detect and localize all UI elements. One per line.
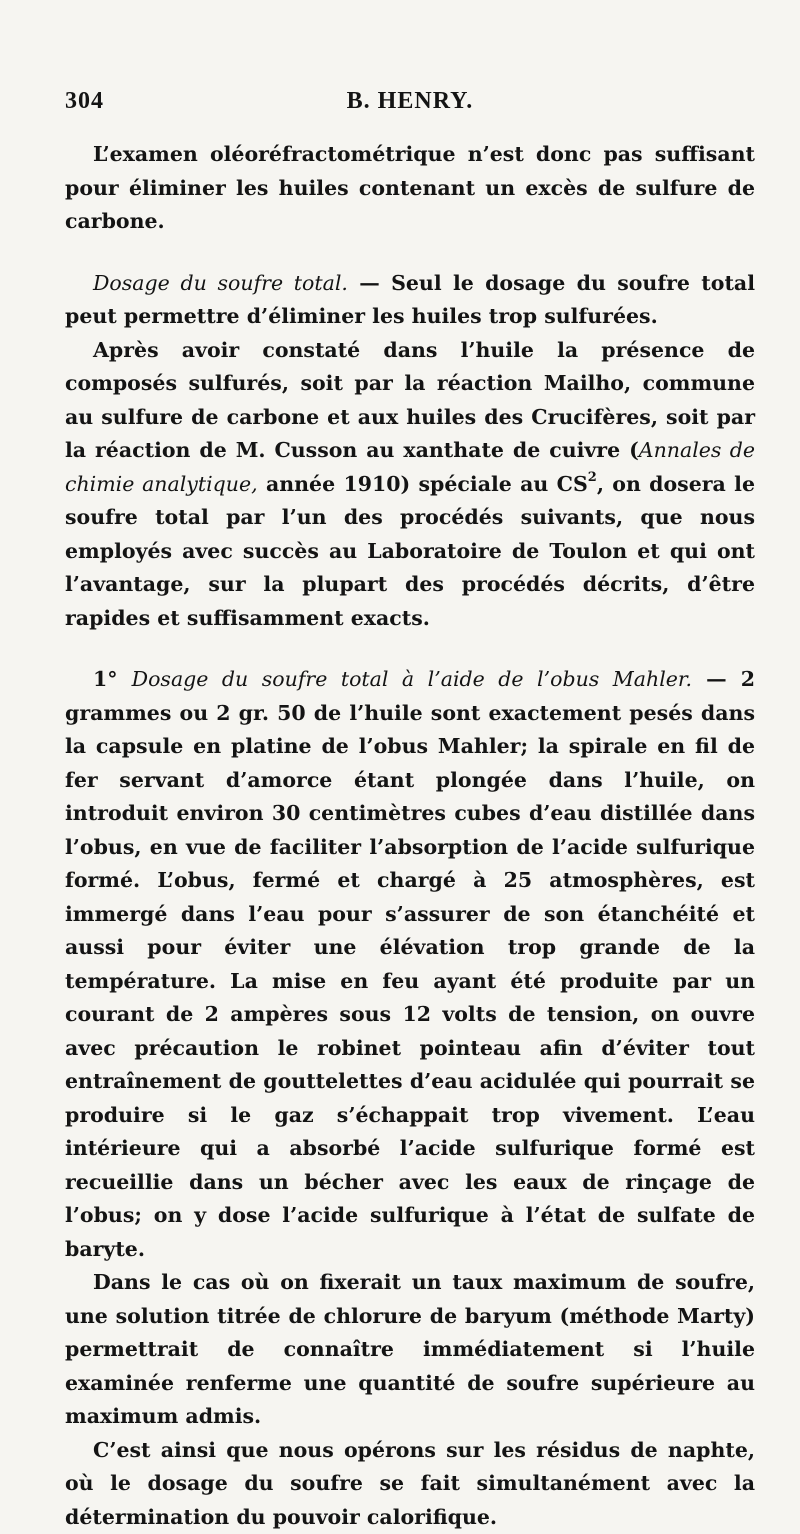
paragraph-3-text-b: année 1910) spéciale au CS — [258, 472, 588, 496]
section-title-dosage: Dosage du soufre total. — [93, 271, 348, 295]
citation: Annales de chimie analytique, — [65, 438, 755, 496]
paragraph-4-text: — 2 grammes ou 2 gr. 50 de l’huile sont exactement pesés dans la capsule en platine de l’obus Mahler; la spirale en fil de fer servant d’amorce étant plongée dans l’huile, on introduit environ 30 centimètres cubes d’eau distillée dans l’obus, en vue de faciliter l’absorption de l’acide sulfurique formé. L’obus, fermé et chargé à 25 atmosphères, est immergé dans l’eau pour s’assurer de son étanchéité et aussi pour éviter une élévation trop grande de la température. La mise en feu ayant été produite par un courant de 2 ampères sous 12 volts de tension, on ouvre avec précaution le robinet pointeau afin d’éviter tout entraînement de gouttelettes d’eau acidulée qui pourrait se produire si le gaz s’échappait trop vivement. L’eau intérieure qui a absorbé l’acide sulfurique formé est recueillie dans un bécher avec les eaux de rinçage de l’obus; on y dose l’acide sulfurique à l’état de sulfate de baryte. — [65, 667, 755, 1261]
paragraph-3-text-a: Après avoir constaté dans l’huile la présence de composés sulfurés, soit par la réaction Mailho, commune au sulfure de carbone et aux huiles des Crucifères, soit par la réaction de M. Cusson au xanthate de cuivre ( — [65, 338, 755, 463]
body-text — [65, 138, 755, 1534]
paragraph-6-text: C’est ainsi que nous opérons sur les résidus de naphte, où le dosage du soufre se fait simultanément avec la détermination du pouvoir calorifique. — [65, 1438, 755, 1529]
paragraph-3 — [65, 334, 755, 636]
section-title-obus: Dosage du soufre total à l’aide de l’obus Mahler. — [132, 667, 692, 691]
page-header — [65, 88, 755, 122]
running-head: B. HENRY. — [65, 88, 755, 115]
paragraph-6 — [65, 1434, 755, 1534]
paragraph-4 — [65, 663, 755, 1266]
paragraph-1-text: L’examen oléoréfractométrique n’est donc pas suffisant pour éliminer les huiles contenant un excès de sulfure de carbone. — [65, 142, 755, 233]
page-number: 304 — [65, 88, 104, 115]
section-number: 1° — [93, 667, 132, 691]
superscript: 2 — [588, 470, 597, 485]
paragraph-3-text-c: , on dosera le soufre total par l’un des procédés suivants, que nous employés avec succès au Laboratoire de Toulon et qui ont l’avantage, sur la plupart des procédés décrits, d’être rapides et suffisamment exacts. — [65, 472, 755, 630]
paragraph-5-text: Dans le cas où on fixerait un taux maximum de soufre, une solution titrée de chlorure de baryum (méthode Marty) permettrait de connaître immédiatement si l’huile examinée renferme une quantité de soufre supérieure au maximum admis. — [65, 1270, 755, 1428]
paragraph-2-text: — Seul le dosage du soufre total peut permettre d’éliminer les huiles trop sulfurées. — [65, 271, 755, 329]
paragraph-5 — [65, 1266, 755, 1434]
paragraph-1 — [65, 138, 755, 239]
paragraph-2 — [65, 267, 755, 334]
